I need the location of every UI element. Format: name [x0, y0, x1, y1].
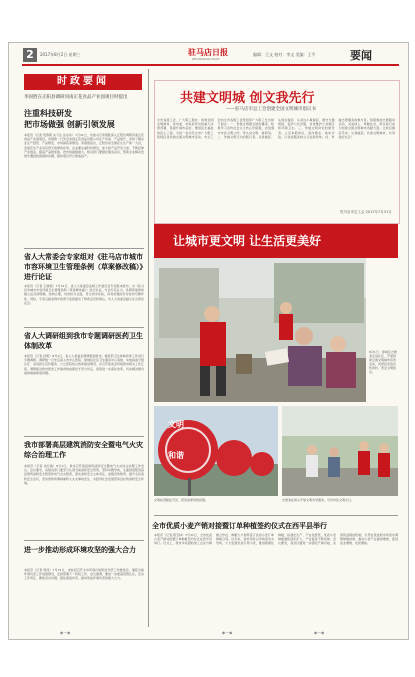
- right-photo-caption: 志愿者在街头开展文明劝导服务，引导市民文明出行。: [282, 498, 355, 502]
- article-divider: [24, 248, 144, 249]
- newspaper-logo: 驻马店日报: [188, 47, 228, 57]
- page-number: 2: [23, 48, 37, 62]
- article3-body: 本报讯（记者 孙明）8月1日，省人大常委会调研组到我市，就医药卫生体制改革工作进行专题调研。调研组一行先后深入市中心医院、驿城区社区卫生服务中心等地，实地查看分级诊疗、家庭医生签约服务、公立医院综合改革推进情况，并召开座谈会听取我市相关工作汇报。调研组对我市医改工作取得的成绩给予充分肯定，希望进一步深化改革，切实解决群众看病难看病贵问题。: [24, 354, 144, 375]
- article2-headline: 省人大常委会专家组对《驻马店市城市市容环境卫生管理条例（草案修改稿）》进行论证: [24, 253, 143, 281]
- article-divider: [24, 327, 144, 328]
- section-banner: 时政要闻: [24, 74, 142, 90]
- article-divider: [24, 436, 144, 437]
- volunteer-photo: [154, 258, 366, 402]
- lead-article-signature: 驻马店市总工会 2017年7月31日: [340, 210, 392, 214]
- lead-article-title: 共建文明城 创文我先行: [180, 91, 315, 106]
- footer-ornament: ◆—◆: [60, 630, 71, 635]
- article2-body: 本报讯（记者 王晓娟）7月31日，省人大常委会法制工作委员会专家组来我市，对《驻马店市城市市容环境卫生管理条例（草案修改稿）》进行论证。与会专家认为，条例草案修改稿立法目的明确，结构合理，内容较为全面，符合我市实际，具有较强的针对性和可操作性。同时，专家们就条例中的部分条款提出了修改意见和建议。市人大常委会副主任出席论证会。: [24, 284, 144, 305]
- footer-ornament: ◆—◆: [314, 630, 325, 635]
- article-divider: [24, 540, 144, 541]
- left-photo-caption: 文明标语随处可见，营造浓厚创建氛围。: [154, 498, 209, 502]
- newspaper-logo-subtitle: ZHUMADIAN DAILY: [192, 57, 220, 61]
- column-divider: [148, 69, 149, 627]
- issue-date: 2017年8月2日 星期三: [40, 52, 81, 57]
- main-photo-caption: 8月1日，驿城区志愿者走进社区，开展创建全国文明城市宣传活动，向居民发放宣传资料，普及文明知识。: [369, 350, 397, 374]
- sign-text-top: 文明: [168, 419, 184, 429]
- footer-ornament: ◆—◆: [222, 630, 233, 635]
- article1-headline-line2: 把市场做强 创新引领发展: [24, 120, 115, 129]
- article5-body: 本报讯（记者 周涛）7月31日，市政府召开全市环境污染防治攻坚工作推进会，通报当前环境攻坚工作进展情况，安排部署下一阶段工作。会议强调，要进一步提高思想认识，压实工作责任，聚焦突出问题，强化督查问责，推动形成环境攻坚的强大合力。: [24, 568, 144, 581]
- section-title: 要闻: [350, 49, 372, 62]
- article5-headline: 进一步推动形成环境攻坚的强大合力: [24, 546, 136, 554]
- editor-info: 编辑：王文 校对：李文 美编：王平: [253, 52, 316, 57]
- street-volunteer-photo: [282, 406, 398, 496]
- article1-body: 本报讯（记者 贺黎明 实习生 张东东）7月31日，市委书记李国胜深入正阳县调研河南正花食品产业园项目。李国胜一行先后来到正花食品有限公司生产车间、产品展厅，详细了解企业生产经营、产品研发、市场销售等情况。李国胜指出，正阳县是全国花生生产第一大县，发展花生产业具有得天独厚的优势。企业要注重科技研发，加大新产品开发力度，不断延伸产业链条，提高产品附加值，把市场做强做大。相关部门要强化服务意识，帮助企业解决发展中遇到的困难和问题，推动项目早日建成投产。: [24, 133, 144, 159]
- article4-headline: 我市部署高层建筑消防安全暨电气火灾综合治理工作: [24, 441, 143, 459]
- article-divider: [154, 515, 398, 516]
- article4-body: 本报讯（记者 刘红敏）8月1日，我市召开高层建筑消防安全暨电气火灾综合治理工作会议。会议要求，各级各部门要充分认清当前消防安全形势，坚持问题导向，全面排查整治高层建筑消防安全隐患和电气火灾隐患，落实消防安全主体责任，加强宣传教育，提升全民消防安全意识，坚决预防和遏制重特大火灾事故发生，为经济社会发展营造良好的消防安全环境。: [24, 464, 144, 485]
- lead-article-body: 全市各级工会、广大职工朋友：创建全国文明城市，是市委、市政府作出的重大决策部署，是提升城市品位、增进民生福祉的民心工程。为进一步动员全市广大职工积极投身创建全国文明城市活动，市总工会向全市各级工会组织和广大职工发出如下倡议：一、争做文明理念的传播者。积极学习宣传社会主义核心价值观，自觉遵守市民文明公约，带头讲文明、树新风。二、争做文明行为的践行者。从我做起、从现在做起、从身边小事做起，遵守交通规则，爱护公共设施，自觉维护公共秩序和环境卫生。三、争做文明岗位的建设者。立足本职岗位，爱岗敬业、诚实守信，以优质服务树立行业新形象。四、争做志愿服务的参与者。积极参加志愿服务活动，关爱他人、奉献社会，用实际行动为创建全国文明城市贡献力量。让我们携起手来，从我做起，共建文明城市，共享美好生活！: [157, 118, 395, 139]
- article3-headline: 省人大调研组到我市专题调研医药卫生体制改革: [24, 332, 143, 350]
- article1-headline-line1: 注重科技研发: [24, 109, 72, 118]
- article1-kicker: 李国胜在正阳县调研河南正花食品产业园项目时提出: [24, 95, 128, 100]
- bottom-article-title: 全市优质小麦产销对接暨订单种植签约仪式在西平县举行: [152, 522, 327, 530]
- sign-text-bottom: 和谐: [168, 450, 184, 460]
- lead-article-subtitle: ——驻马店市总工会创建全国文明城市倡议书: [226, 107, 316, 112]
- feature-title: 让城市更文明 让生活更美好: [173, 234, 322, 248]
- header-rule: [22, 64, 399, 66]
- bottom-article-body: 本报讯（记者 陈宝林）7月31日，全市优质小麦产销对接暨订单种植签约仪式在西平县举行。仪式上，我市多家面粉加工企业与种植合作社、种粮大户现场签订优质小麦订单种植合同。近年来，我市坚持以市场需求为导向，大力发展优质专用小麦，推进规模化种植、标准化生产、产业化经营，优质小麦种植面积逐年扩大，产业链条不断延伸。会议要求，各县区要进一步强化产销对接，完善利益联结机制，引导农民按照市场需求调整种植结构，推动小麦产业提质增效，促进农业增效、农民增收。: [154, 533, 398, 546]
